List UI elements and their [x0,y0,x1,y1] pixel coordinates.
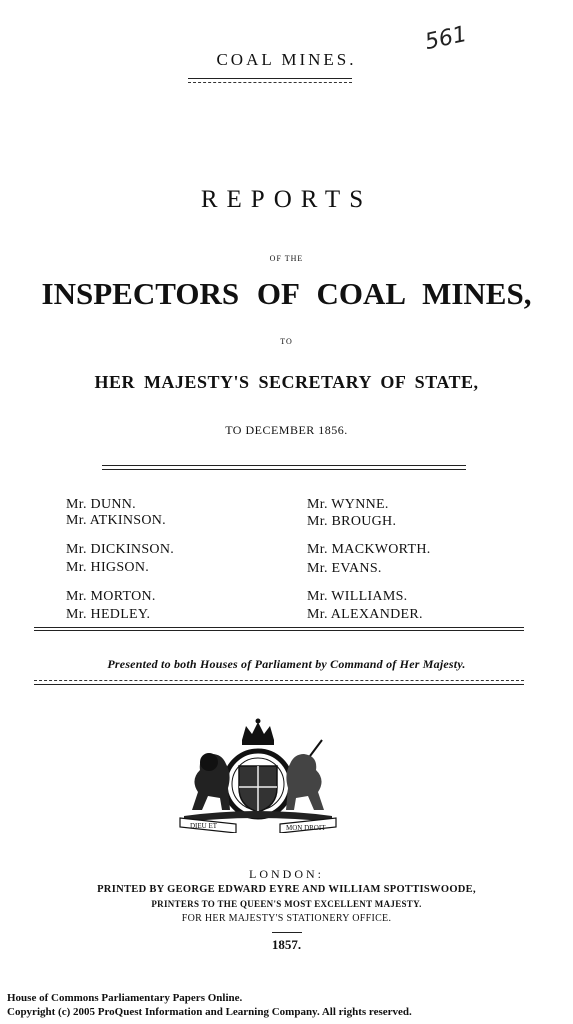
motto-right: MON DROIT [286,824,326,832]
rule-below-inspectors-2 [34,630,524,631]
header-rule-top [188,78,352,79]
rule-above-inspectors-2 [102,469,466,470]
imprint-printers-to: PRINTERS TO THE QUEEN'S MOST EXCELLENT MAJESTY. [151,899,422,909]
presented-line: Presented to both Houses of Parliament by Command of Her Majesty. [107,657,466,671]
rule-below-inspectors-1 [34,627,524,628]
imprint-printed-by: PRINTED BY GEORGE EDWARD EYRE AND WILLIAM SPOTTISWOODE, [97,884,476,895]
imprint-office: FOR HER MAJESTY'S STATIONERY OFFICE. [181,913,392,924]
footer-line-1: House of Commons Parliamentary Papers Online. [7,992,243,1004]
inspector-name: Mr. ALEXANDER. [307,607,423,622]
period: TO DECEMBER 1856. [225,423,348,437]
header-title: COAL MINES. [216,50,357,69]
inspector-name: Mr. WILLIAMS. [307,589,408,604]
to-text: TO [280,337,293,346]
imprint-city: LONDON: [249,867,324,881]
header-rule-bottom [188,82,352,83]
main-title: INSPECTORS OF COAL MINES, [41,276,532,311]
motto-left: DIEU ET [190,822,218,830]
footer-line-2: Copyright (c) 2005 ProQuest Information and Learning Company. All rights reserved. [7,1006,412,1018]
inspector-name: Mr. DUNN. [66,497,136,512]
inspector-name: Mr. EVANS. [307,561,382,576]
inspector-name: Mr. MORTON. [66,589,156,604]
inspector-name: Mr. ATKINSON. [66,513,166,528]
inspector-name: Mr. WYNNE. [307,497,389,512]
inspector-name: Mr. HIGSON. [66,560,150,575]
rule-below-presented-1 [34,680,524,681]
inspector-name: Mr. HEDLEY. [66,607,151,622]
rule-below-presented-2 [34,684,524,685]
imprint-year: 1857. [271,937,302,952]
handwritten-page-mark: 561 [422,21,470,56]
rule-above-inspectors-1 [102,465,466,466]
royal-coat-of-arms-icon [176,718,340,833]
addressee: HER MAJESTY'S SECRETARY OF STATE, [94,372,479,392]
reports-heading: REPORTS [200,186,373,213]
inspector-name: Mr. BROUGH. [307,514,397,529]
inspector-name: Mr. DICKINSON. [66,542,175,557]
of-the-text: OF THE [269,254,304,263]
imprint-short-rule [272,932,302,933]
inspector-name: Mr. MACKWORTH. [307,542,431,557]
